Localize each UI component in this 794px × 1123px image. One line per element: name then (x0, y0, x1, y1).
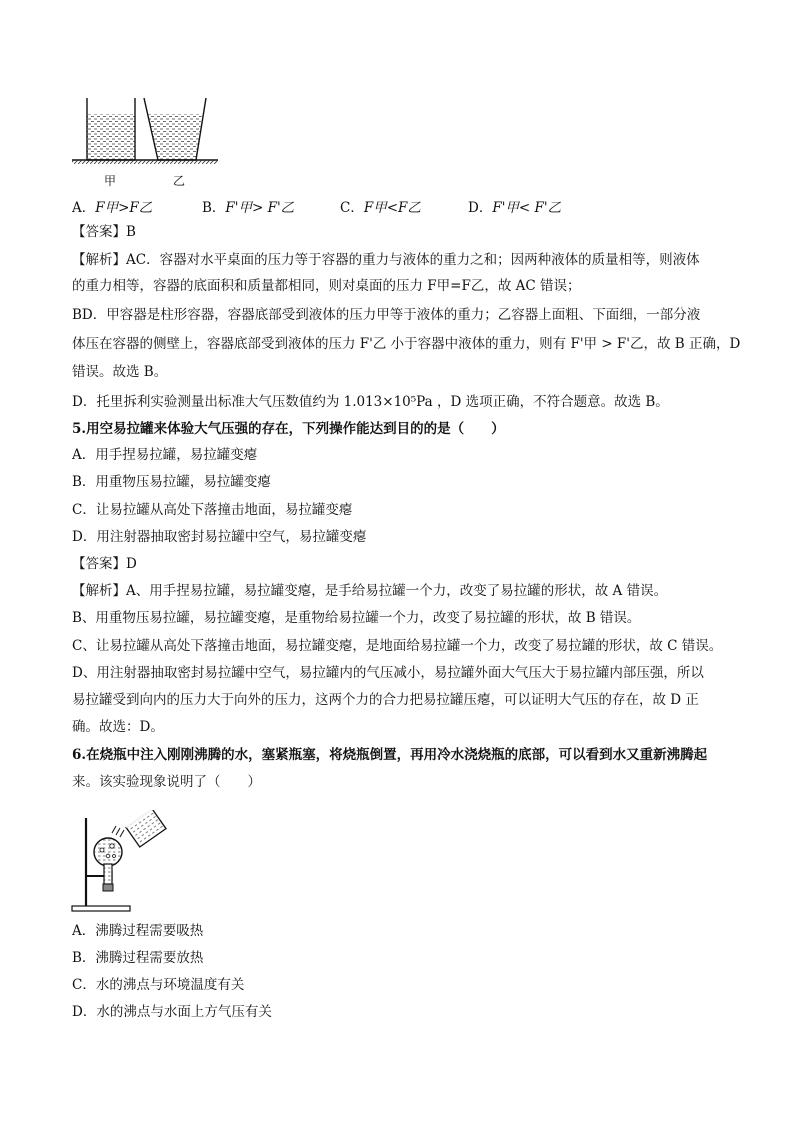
q4-options (72, 196, 692, 218)
label-jia: 甲 (104, 174, 117, 188)
q5-option: D．用注射器抽取密封易拉罐中空气，易拉罐变瘪 (72, 529, 367, 545)
flask-figure (68, 810, 178, 916)
q5-option: A．用手捏易拉罐，易拉罐变瘪 (72, 447, 258, 463)
flask (94, 838, 122, 866)
q4-analysis-line: 体压在容器的侧壁上，容器底部受到液体的压力 F'乙 小于容器中液体的重力，则有 F'甲 > F'乙，故 B 正确，D (72, 336, 741, 352)
q4-option-b: B．F'甲> F'乙 (202, 200, 295, 216)
q4-option-d: D．F'甲< F'乙 (468, 200, 562, 216)
q4-analysis-line: 的重力相等，容器的底面积和质量都相同，则对桌面的压力 F甲=F乙，故 AC 错误； (72, 278, 581, 294)
label-yi: 乙 (173, 174, 186, 188)
q5-option: B．用重物压易拉罐，易拉罐变瘪 (72, 474, 271, 490)
q6-question-line: 6.在烧瓶中注入刚刚沸腾的水，塞紧瓶塞，将烧瓶倒置，再用冷水浇烧瓶的底部，可以看到水又重新沸腾起 (72, 747, 708, 763)
q5-analysis-line: C、让易拉罐从高处下落撞击地面，易拉罐变瘪，是地面给易拉罐一个力，改变了易拉罐的形状，故 C 错误。 (72, 638, 723, 654)
q4-analysis-line: 【解析】AC．容器对水平桌面的压力等于容器的重力与液体的重力之和；因两种液体的质量相等，则液体 (72, 252, 700, 268)
q5-option: C．让易拉罐从高处下落撞击地面，易拉罐变瘪 (72, 502, 353, 518)
q6-question-line: 来。该实验现象说明了（ ） (72, 774, 261, 790)
stopper (103, 884, 113, 891)
q4-analysis-line: BD．甲容器是柱形容器，容器底部受到液体的压力甲等于液体的重力；乙容器上面粗、下面细，一部分液 (72, 307, 701, 323)
q4-answer: 【答案】B (72, 224, 136, 240)
stand-base (72, 906, 130, 911)
q5-analysis-line: 【解析】A、用手捏易拉罐，易拉罐变瘪，是手给易拉罐一个力，改变了易拉罐的形状，故 A 错误。 (72, 583, 668, 599)
q5-analysis-line: 易拉罐受到向内的压力大于向外的压力，这两个力的合力把易拉罐压瘪，可以证明大气压的存在，故 D 正 (72, 692, 699, 708)
containers-diagram (70, 92, 220, 192)
q6-option: A．沸腾过程需要吸热 (72, 923, 204, 939)
flask-neck (104, 864, 112, 884)
q6-option: D．水的沸点与水面上方气压有关 (72, 1004, 272, 1020)
q4-analysis-line: 错误。故选 B。 (72, 364, 168, 380)
q5-question: 5.用空易拉罐来体验大气压强的存在，下列操作能达到目的的是（ ） (72, 421, 505, 437)
flask-diagram (68, 810, 178, 916)
liquid-jia (87, 114, 135, 160)
q4-option-a: A．F甲>F乙 (72, 200, 153, 216)
q4-analysis-line: D．托里拆利实验测量出标准大气压数值约为 1.013×10⁵Pa ，D 选项正确，不符合题意。故选 B。 (72, 394, 669, 410)
q5-analysis-line: B、用重物压易拉罐，易拉罐变瘪，是重物给易拉罐一个力，改变了易拉罐的形状，故 B 错误。 (72, 610, 641, 626)
q5-analysis-line: 确。故选：D。 (72, 719, 164, 735)
q5-answer: 【答案】D (72, 556, 137, 572)
q6-option: B．沸腾过程需要放热 (72, 950, 204, 966)
q4-option-c: C．F甲<F乙 (340, 200, 421, 216)
beaker (126, 810, 166, 847)
containers-figure (70, 92, 220, 192)
q5-analysis-line: D、用注射器抽取密封易拉罐中空气，易拉罐内的气压减小，易拉罐外面大气压大于易拉罐内部压强，所以 (72, 665, 704, 681)
q6-option: C．水的沸点与环境温度有关 (72, 977, 245, 993)
